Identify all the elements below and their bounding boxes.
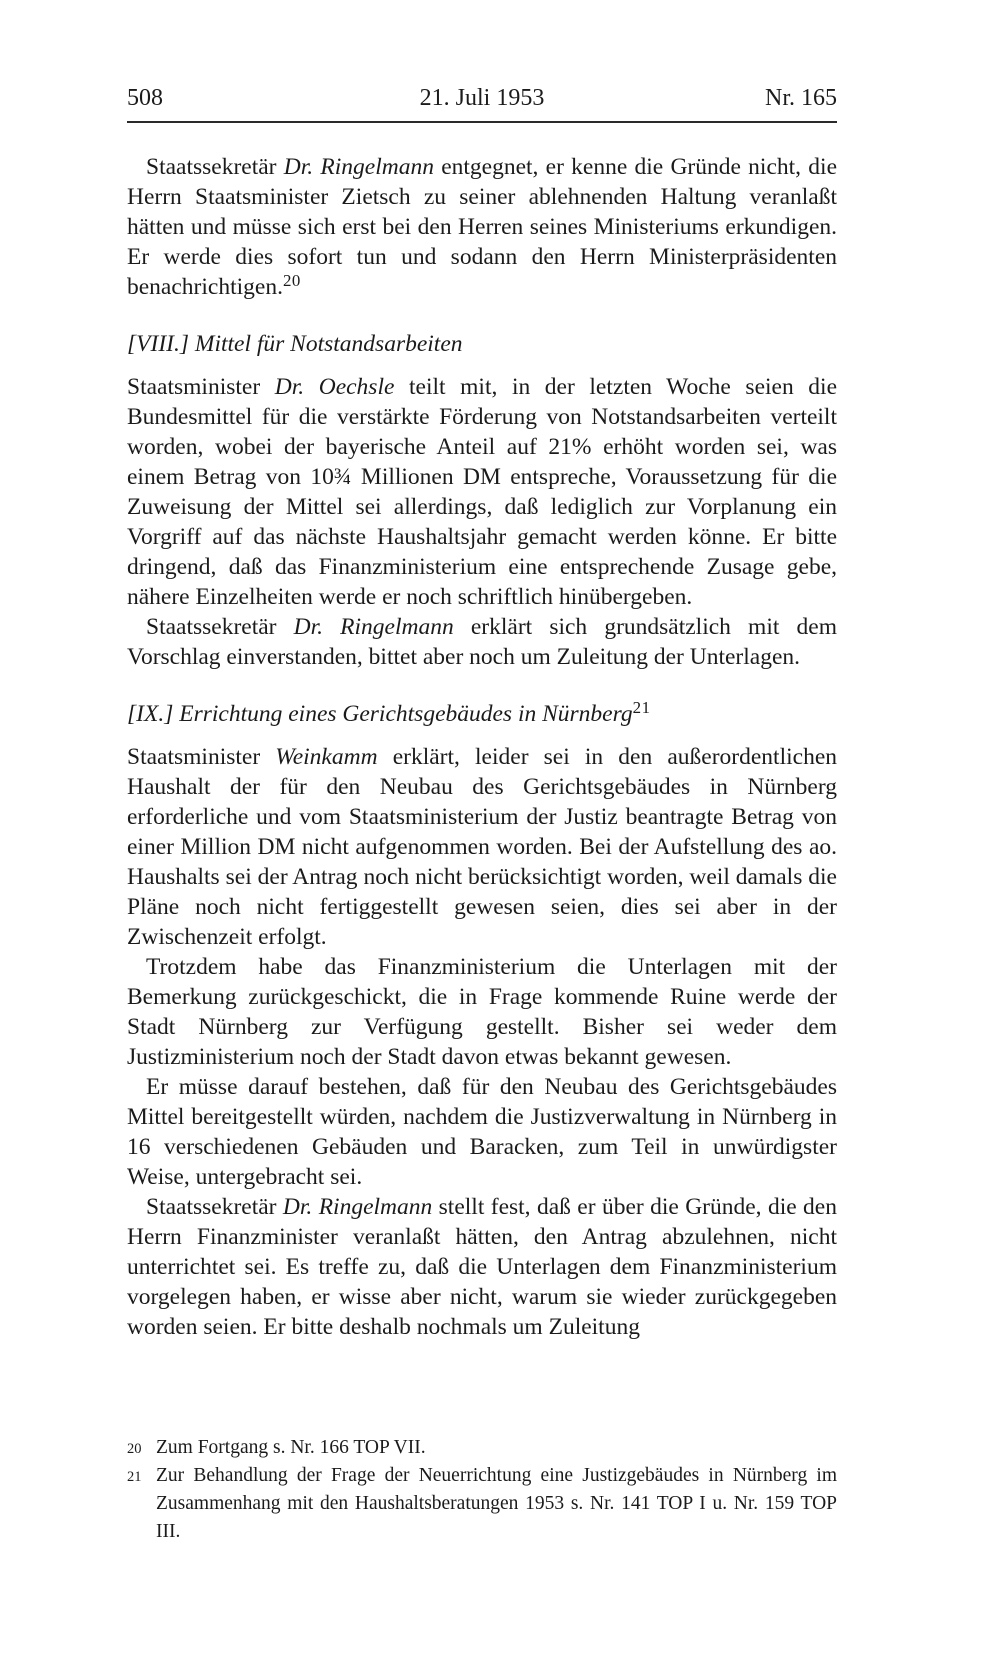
body-text: Staatsminister [127, 744, 276, 770]
body-text: erklärt sich grundsätzlich mit dem Vorschlag einverstanden, bittet aber noch um Zuleitung der Unterlagen. [127, 614, 837, 670]
person-name: Weinkamm [275, 744, 378, 770]
footnote-20 [127, 1434, 837, 1462]
section-heading-viii [127, 329, 837, 359]
body-text: Staatssekretär [146, 154, 284, 180]
paragraph-ringelmann-reply [127, 152, 837, 302]
paragraph-weinkamm-report [127, 742, 837, 952]
body-text: Er müsse darauf bestehen, daß für den Neubau des Gerichtsgebäudes Mittel bereitgestellt würden, nachdem die Justizverwaltung in Nürnberg in 16 verschiedenen Gebäuden und Baracken, zum Teil in unwürdigster Weise, untergebracht sei. [127, 1074, 837, 1190]
body-text: teilt mit, in der letzten Woche seien die Bundesmittel für die verstärkte Förderung von Notstandsarbeiten verteilt worden, wobei der bayerische Anteil auf 21% erhöht worden sei, was einem Betrag von 10¾ Millionen DM entspreche, Voraussetzung für die Zuweisung der Mittel sei allerdings, daß lediglich zur Vorplanung ein Vorgriff auf das nächste Haushaltsjahr gemacht werden könne. Er bitte dringend, daß das Finanzministerium eine entsprechende Zusage gebe, nähere Einzelheiten werde er noch schriftlich hinübergeben. [127, 374, 838, 610]
document-body [127, 152, 837, 1342]
paragraph-trotzdem [127, 952, 837, 1072]
page-number: 508 [127, 85, 163, 111]
body-text: Staatsminister [127, 374, 275, 400]
footnote-marker: 21 [127, 1469, 142, 1485]
footnote-text: Zur Behandlung der Frage der Neuerrichtung eine Justizgebäudes in Nürnberg im Zusammenhang mit den Haushaltsberatungen 1953 s. Nr. 141 TOP I u. Nr. 159 TOP III. [156, 1465, 837, 1542]
heading-text: [VIII.] Mittel für Notstandsarbeiten [127, 331, 463, 357]
person-name: Dr. Ringelmann [282, 1194, 433, 1220]
body-text: entgegnet, er kenne die Gründe nicht, die Herrn Staatsminister Zietsch zu seiner ablehnenden Haltung veranlaßt hätten und müsse sich erst bei den Herren seines Ministeriums erkundigen. Er werde dies sofort tun und sodann den Herrn Ministerpräsidenten benachrichtigen. [127, 154, 837, 300]
paragraph-oechsle-report [127, 372, 837, 612]
footnote-ref-21: 21 [632, 697, 651, 717]
header-doc-number: Nr. 165 [765, 85, 837, 111]
paragraph-ringelmann-statement [127, 1192, 837, 1342]
footnote-marker: 20 [127, 1441, 142, 1457]
body-text: Staatssekretär [146, 614, 294, 640]
footnote-21 [127, 1462, 837, 1546]
paragraph-ringelmann-agreement [127, 612, 837, 672]
person-name: Dr. Ringelmann [293, 614, 454, 640]
body-text: erklärt, leider sei in den außerordentlichen Haushalt der für den Neubau des Gerichtsgebäudes in Nürnberg erforderliche und vom Staatsministerium der Justiz beantragte Betrag von einer Million DM nicht aufgenommen worden. Bei der Aufstellung des ao. Haushalts sei der Antrag noch nicht berücksichtigt worden, weil damals die Pläne noch nicht fertiggestellt gewesen seien, dies sei aber in der Zwischenzeit erfolgt. [127, 744, 837, 950]
body-text: Trotzdem habe das Finanzministerium die Unterlagen mit der Bemerkung zurückgeschickt, die in Frage kommende Ruine werde der Stadt Nürnberg zur Verfügung gestellt. Bisher sei weder dem Justizministerium noch der Stadt davon etwas bekannt gewesen. [127, 954, 837, 1070]
body-text: Staatssekretär [146, 1194, 283, 1220]
paragraph-er-muesse [127, 1072, 837, 1192]
header-date: 21. Juli 1953 [419, 85, 545, 111]
footnote-ref-20: 20 [282, 270, 301, 290]
person-name: Dr. Oechsle [274, 374, 395, 400]
body-text: stellt fest, daß er über die Gründe, die den Herrn Finanzminister veranlaßt hätten, den Antrag abzulehnen, nicht unterrichtet sei. Es treffe zu, daß die Unterlagen dem Finanzministerium vorgelegen haben, er wisse aber nicht, warum sie wieder zurückgegeben worden seien. Er bitte deshalb nochmals um Zuleitung [127, 1194, 837, 1340]
footnote-text: Zum Fortgang s. Nr. 166 TOP VII. [156, 1437, 426, 1458]
page-header [127, 84, 837, 123]
heading-text: [IX.] Errichtung eines Gerichtsgebäudes in Nürnberg [127, 701, 633, 727]
footnotes-section [127, 1434, 837, 1546]
section-heading-ix [127, 699, 837, 729]
person-name: Dr. Ringelmann [283, 154, 434, 180]
